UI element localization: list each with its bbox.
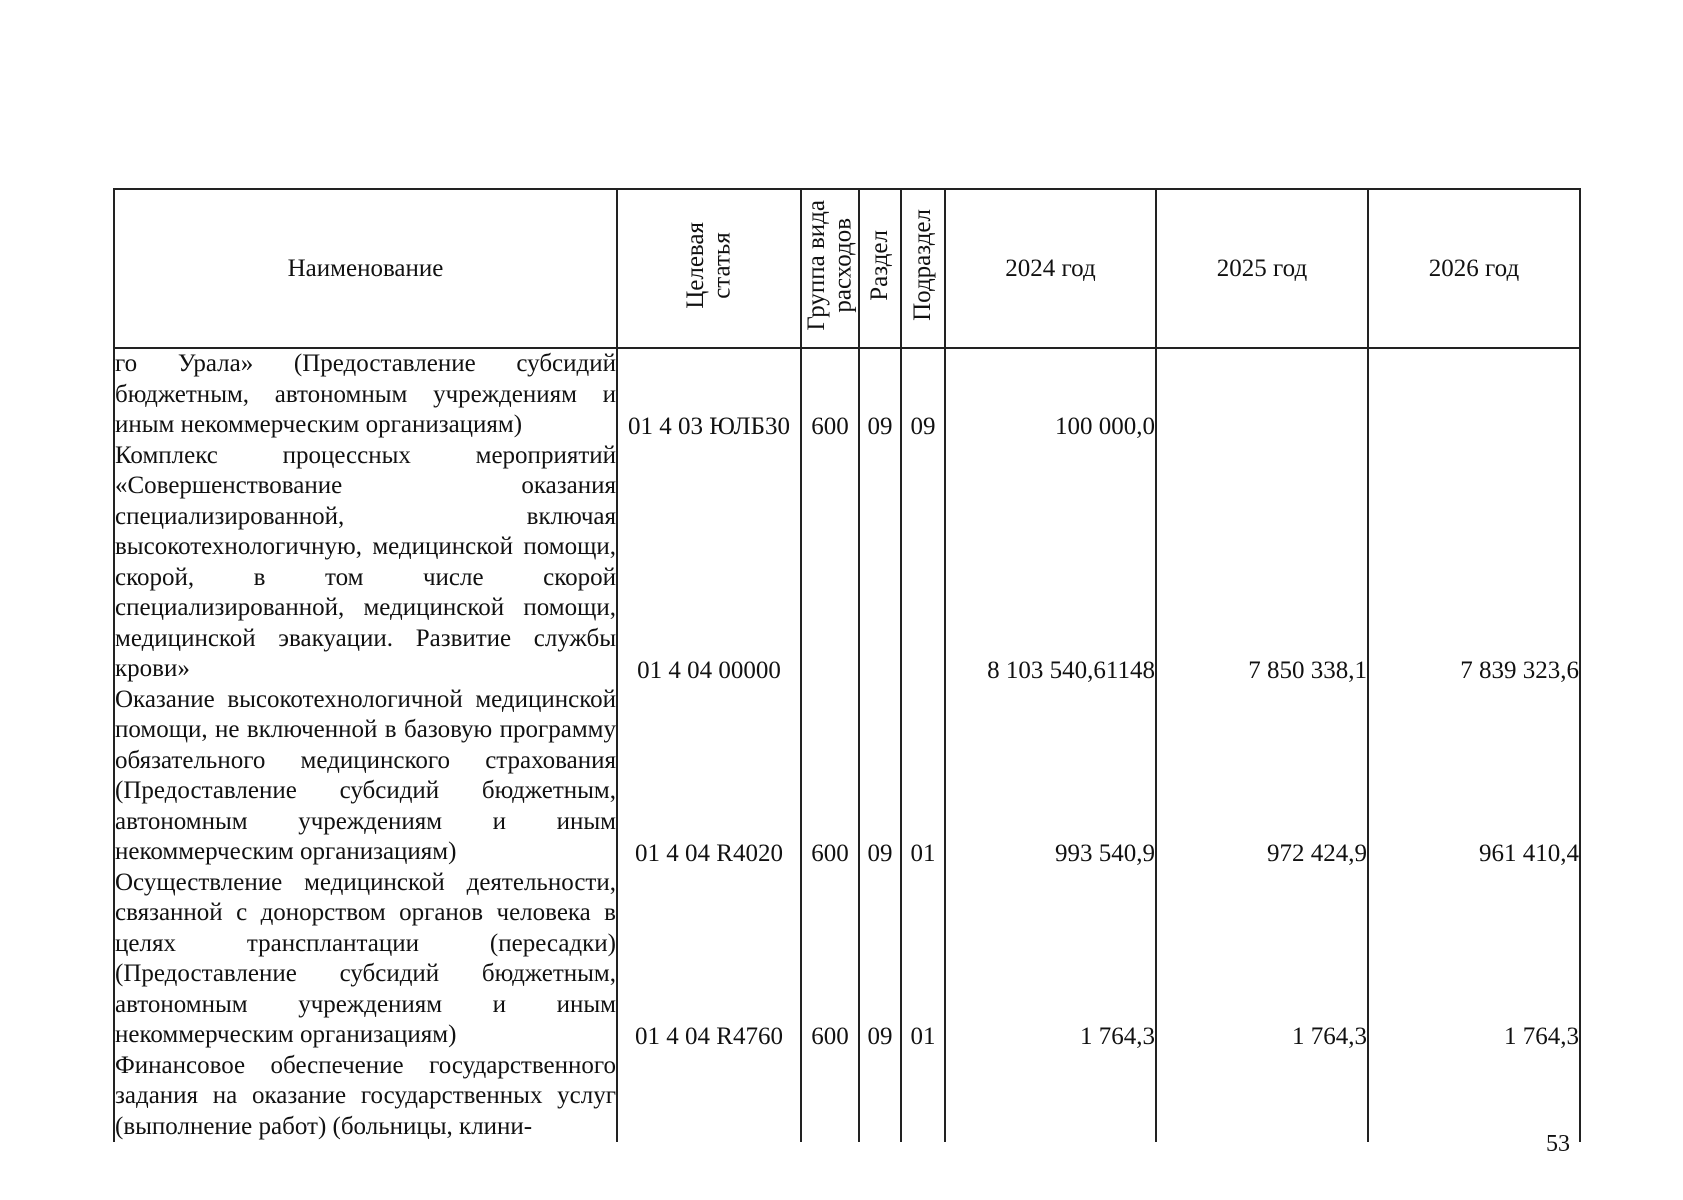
row-name: Осуществление медицинской деятельности, связанной с донорством органов человека в целях трансплантации (пересадки) (Предоставление субсидий бюджетным, автономным учреждениям и иным некоммерческим организациям) [114, 868, 617, 1051]
row-expense-group: 600 [801, 348, 859, 441]
table-row [114, 685, 1580, 868]
row-2025: 1 764,3 [1156, 868, 1368, 1051]
row-name: Финансовое обеспечение государственного задания на оказание государственных услуг (выполнение работ) (больницы, клини- [114, 1051, 617, 1143]
row-2026 [1368, 348, 1580, 441]
row-2025 [1156, 348, 1368, 441]
page-number: 53 [1546, 1131, 1570, 1157]
row-subsection: 01 [901, 685, 945, 868]
row-2024 [945, 1051, 1156, 1143]
header-2026: 2026 год [1368, 189, 1580, 348]
table-row [114, 441, 1580, 685]
row-target-article [617, 1051, 801, 1143]
row-target-article: 01 4 04 00000 [617, 441, 801, 685]
row-2024: 993 540,9 [945, 685, 1156, 868]
table-row [114, 1051, 1580, 1143]
row-section [859, 441, 901, 685]
row-subsection [901, 441, 945, 685]
header-2025: 2025 год [1156, 189, 1368, 348]
row-2026: 7 839 323,6 [1368, 441, 1580, 685]
row-2025: 972 424,9 [1156, 685, 1368, 868]
header-subsection: Подраздел [901, 189, 945, 348]
row-2026: 1 764,3 [1368, 868, 1580, 1051]
row-subsection: 09 [901, 348, 945, 441]
header-target-article: Целевая статья [617, 189, 801, 348]
table-row [114, 348, 1580, 441]
row-2024: 100 000,0 [945, 348, 1156, 441]
row-section [859, 1051, 901, 1143]
header-section: Раздел [859, 189, 901, 348]
row-2026: 961 410,4 [1368, 685, 1580, 868]
row-name: Комплекс процессных мероприятий «Совершенствование оказания специализированной, включая высокотехнологичную, медицинской помощи, скорой, в том числе скорой специализированной, медицинской помощи, медицинской эвакуации. Развитие службы крови» [114, 441, 617, 685]
row-section: 09 [859, 685, 901, 868]
row-2024: 8 103 540,61148 [945, 441, 1156, 685]
row-expense-group [801, 441, 859, 685]
header-row [114, 189, 1580, 348]
row-target-article: 01 4 03 ЮЛБ30 [617, 348, 801, 441]
row-2024: 1 764,3 [945, 868, 1156, 1051]
row-2025 [1156, 1051, 1368, 1143]
header-name: Наименование [114, 189, 617, 348]
header-2024: 2024 год [945, 189, 1156, 348]
row-2025: 7 850 338,1 [1156, 441, 1368, 685]
row-expense-group: 600 [801, 685, 859, 868]
row-section: 09 [859, 348, 901, 441]
row-name: го Урала» (Предоставление субсидий бюджетным, автономным учреждениям и иным некоммерческим организациям) [114, 348, 617, 441]
row-expense-group: 600 [801, 868, 859, 1051]
row-2026 [1368, 1051, 1580, 1143]
row-section: 09 [859, 868, 901, 1051]
row-subsection: 01 [901, 868, 945, 1051]
budget-table [113, 188, 1581, 1142]
table-row [114, 868, 1580, 1051]
header-expense-group: Группа вида расходов [801, 189, 859, 348]
row-target-article: 01 4 04 R4020 [617, 685, 801, 868]
row-target-article: 01 4 04 R4760 [617, 868, 801, 1051]
row-subsection [901, 1051, 945, 1143]
row-name: Оказание высокотехнологичной медицинской помощи, не включенной в базовую программу обязательного медицинского страхования (Предоставление субсидий бюджетным, автономным учреждениям и иным некоммерческим организациям) [114, 685, 617, 868]
row-expense-group [801, 1051, 859, 1143]
